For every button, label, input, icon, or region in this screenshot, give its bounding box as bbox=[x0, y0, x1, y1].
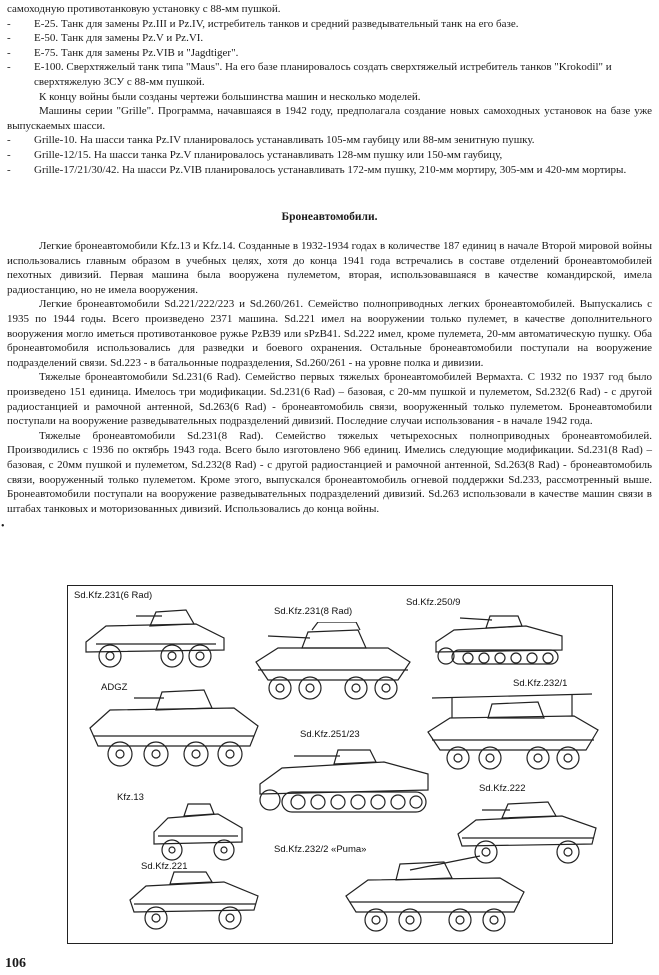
list-bullet: - bbox=[7, 134, 11, 147]
kfz13-drawing bbox=[148, 800, 248, 866]
list-item bbox=[7, 17, 652, 32]
list-item bbox=[7, 133, 652, 148]
sdkfz231-8rad-drawing bbox=[248, 622, 418, 704]
label-sdkfz231-8rad: Sd.Kfz.231(8 Rad) bbox=[274, 606, 353, 617]
list-item-text: Е-25. Танк для замены Pz.III и Pz.IV, истребитель танков и средний разведывательный танк на его базе. bbox=[34, 17, 519, 30]
body-text bbox=[7, 239, 652, 516]
sdkfz251-23-drawing bbox=[254, 744, 434, 822]
list-item-text: Е-75. Танк для замены Pz.VIB и "Jagdtiger". bbox=[34, 46, 239, 59]
paragraph: Легкие бронеавтомобили Kfz.13 и Kfz.14. Созданные в 1932-1934 годах в количестве 187 единиц в начале Второй мировой войны использовались главным образом в учебных целях, хотя до конца 1941 года встречались в составе отделений бронеавтомобилей пехотных дивизий. Первая машина была вооружена пулеметом, вторая, использовавшаяся в качестве командирской, имела радиостанцию, но не имела вооружения. bbox=[7, 240, 652, 296]
label-adgz: ADGZ bbox=[101, 682, 128, 693]
list-item-text: Grille-12/15. На шасси танка Pz.V планировалось устанавливать 128-мм пушку или 150-мм гаубицу, bbox=[34, 148, 503, 161]
list-bullet: - bbox=[7, 32, 11, 45]
paragraph: Тяжелые бронеавтомобили Sd.231(6 Rad). Семейство первых тяжелых бронеавтомобилей Вермахта. С 1932 по 1937 год было произведено 151 единица. Имелось три модификации. Sd.231(6 Rad) – базовая, с 20-мм пушкой и пулеметом, Sd.232(6 Rad) - с другой радиостанцией и рамочной антенной, Sd.263(6 Rad) - бронеавтомобиль связи, вооруженный только пулеметом. Бронеавтомобили поступали на вооружение разведывательных подразделений дивизий. Последние случаи использования - в начале 1942 года. bbox=[7, 371, 652, 428]
continuation-text: самоходную противотанковую установку с 88-мм пушкой. bbox=[7, 3, 281, 15]
label-sdkfz232-1: Sd.Kfz.232/1 bbox=[513, 678, 568, 689]
sdkfz231-6rad-drawing bbox=[76, 604, 236, 674]
summary-text: К концу войны были созданы чертежи большинства машин и несколько моделей. bbox=[39, 90, 421, 103]
adgz-drawing bbox=[84, 684, 264, 774]
list-bullet: - bbox=[7, 163, 11, 176]
label-sdkfz221: Sd.Kfz.221 bbox=[141, 861, 188, 872]
list-item bbox=[7, 31, 652, 46]
sdkfz221-drawing bbox=[124, 868, 264, 934]
label-sdkfz231-6rad: Sd.Kfz.231(6 Rad) bbox=[74, 590, 153, 601]
sdkfz232-1-drawing bbox=[422, 688, 602, 772]
list-item bbox=[7, 60, 652, 89]
margin-mark: • bbox=[1, 521, 5, 532]
label-sdkfz251-23: Sd.Kfz.251/23 bbox=[300, 729, 360, 740]
list-bullet: - bbox=[7, 17, 11, 30]
list-item-text: Е-50. Танк для замены Pz.V и Pz.VI. bbox=[34, 32, 204, 45]
list-item bbox=[7, 148, 652, 163]
list-item bbox=[7, 46, 652, 61]
list-item-text: Grille-10. На шасси танка Pz.IV планировалось устанавливать 105-мм гаубицу или 88-мм зенитную пушку. bbox=[34, 134, 535, 147]
label-sdkfz232-2-puma: Sd.Kfz.232/2 «Puma» bbox=[274, 844, 367, 855]
sdkfz250-9-drawing bbox=[430, 608, 570, 670]
list-item-text: Grille-17/21/30/42. На шасси Pz.VIB планировалось устанавливать 172-мм пушку, 210-мм мортиру, 305-мм и 420-мм мортиры. bbox=[34, 163, 627, 176]
grille-intro: Машины серии "Grille". Программа, начавшаяся в 1942 году, предполагала создание новых самоходных установок на базе уже выпускаемых шасси. bbox=[7, 105, 652, 132]
list-bullet: - bbox=[7, 46, 11, 59]
list-item bbox=[7, 163, 652, 178]
top-list bbox=[7, 2, 652, 177]
section-heading: Бронеавтомобили. bbox=[281, 211, 378, 223]
label-sdkfz250-9: Sd.Kfz.250/9 bbox=[406, 597, 461, 608]
paragraph: Тяжелые бронеавтомобили Sd.231(8 Rad). Семейство тяжелых четырехосных полноприводных бронеавтомобилей. Производились с 1936 по октябрь 1943 года. Всего было изготовлено 966 единиц. Имелись следующие модификации. Sd.231(8 Rad) – базовая, с 20мм пушкой и пулеметом, Sd.232(8 Rad) - с другой радиостанцией и рамочной антенной, Sd.263(8 Rad) - бронеавтомобиль связи, вооруженный только пулеметом. Кроме этого, выпускался бронеавтомобиль огневой поддержки Sd.233, рассмотренный выше. Бронеавтомобили поступали на вооружение разведывательных подразделений дивизий. Sd.263 использовали в качестве машин связи в штабах танковых и моторизованных дивизий. Использовались до конца войны. bbox=[7, 429, 652, 515]
vehicles-figure bbox=[67, 585, 613, 944]
list-item-text: Е-100. Сверхтяжелый танк типа "Maus". На его базе планировалось создать сверхтяжелый истребитель танков "Krokodil" и сверхтяжелую ЗСУ с 88-мм пушкой. bbox=[34, 61, 612, 88]
label-kfz13: Kfz.13 bbox=[117, 792, 144, 803]
list-bullet: - bbox=[7, 61, 11, 74]
paragraph: Легкие бронеавтомобили Sd.221/222/223 и Sd.260/261. Семейство полноприводных легких бронеавтомобилей. Выпускались с 1935 по 1944 годы. Всего произведено 2371 машина. Sd.221 имел на вооружении только пулемет, в качестве дополнительного вооружения могло иметься противотанковое ружье PzB39 или sPzB41. Sd.222 имел, кроме пулемета, 20-мм автоматическую пушку. Оба бронеавтомобиля использовались для разведки и боевого охранения. Остальные бронеавтомобили поступали на вооружение подразделений связи. Sd.223 - в батальонные подразделения, Sd.260/261 - на уровне полка и дивизии. bbox=[7, 298, 652, 369]
list-bullet: - bbox=[7, 148, 11, 161]
sdkfz232-2-puma-drawing bbox=[340, 850, 530, 936]
page-number: 106 bbox=[5, 956, 26, 971]
label-sdkfz222: Sd.Kfz.222 bbox=[479, 783, 526, 794]
